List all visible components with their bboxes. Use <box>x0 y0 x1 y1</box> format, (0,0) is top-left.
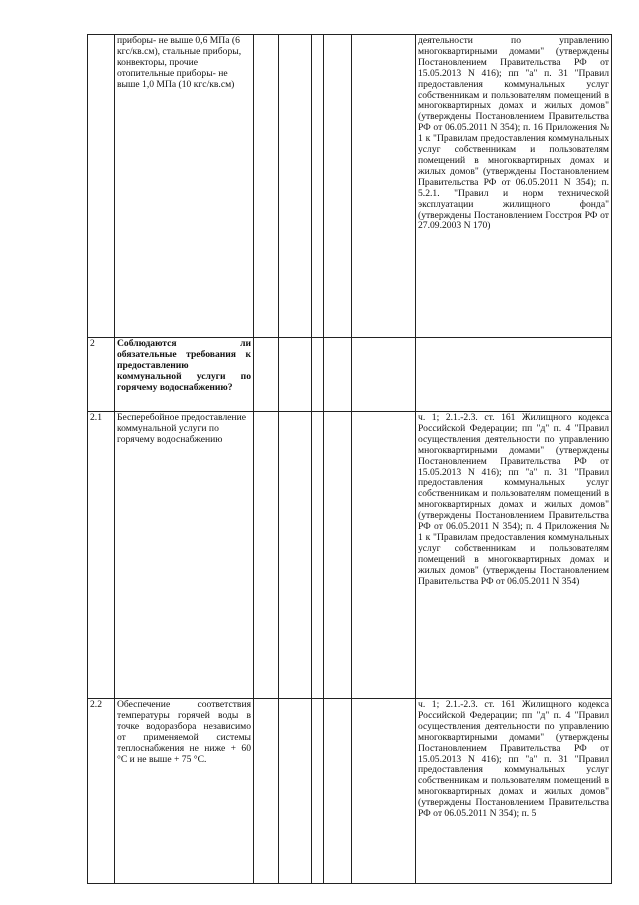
requirement-question: Соблюдаются ли обязательные требования к предоставлению коммунальной услуги по горячему водоснабжению? <box>115 338 254 412</box>
empty-cell <box>324 35 352 338</box>
empty-cell <box>279 35 312 338</box>
empty-cell <box>312 35 324 338</box>
empty-cell <box>254 412 279 699</box>
empty-cell <box>279 338 312 412</box>
legal-reference <box>416 338 612 412</box>
legal-reference: деятельности по управлению многоквартирными домами" (утверждены Постановлением Правительства РФ от 15.05.2013 N 416); пп "а" п. 31 "Правил предоставления коммунальных услуг собственникам и пользователям помещений в многоквартирных домах и жилых домов" (утверждены Постановлением Правительства РФ от 06.05.2011 N 354); п. 16 Приложения № 1 к "Правилам предоставления коммунальных услуг собственникам и пользователям помещений в многоквартирных домах и жилых домов" (утверждены Постановлением Правительства РФ от 06.05.2011 N 354); п. 5.2.1. "Правил и норм технической эксплуатации жилищного фонда" (утверждены Постановлением Госстроя РФ от 27.09.2003 N 170) <box>416 35 612 338</box>
empty-cell <box>254 35 279 338</box>
empty-cell <box>254 699 279 884</box>
empty-cell <box>352 338 416 412</box>
checklist-table <box>87 34 612 884</box>
table-row <box>88 412 612 699</box>
legal-reference: ч. 1; 2.1.-2.3. ст. 161 Жилищного кодекса Российской Федерации; пп "д" п. 4 "Правил осуществления деятельности по управлению многоквартирными домами" (утверждены Постановлением Правительства РФ от 15.05.2013 N 416); пп "а" п. 31 "Правил предоставления коммунальных услуг собственникам и пользователям помещений в многоквартирных домах и жилых домов" (утверждены Постановлением Правительства РФ от 06.05.2011 N 354); п. 5 <box>416 699 612 884</box>
row-number: 2.2 <box>88 699 115 884</box>
table-row <box>88 699 612 884</box>
empty-cell <box>324 412 352 699</box>
empty-cell <box>352 412 416 699</box>
empty-cell <box>352 35 416 338</box>
requirement-text: приборы- не выше 0,6 МПа (6 кгс/кв.см), стальные приборы, конвекторы, прочие отопительные приборы- не выше 1,0 МПа (10 кгс/кв.см) <box>115 35 254 338</box>
legal-reference: ч. 1; 2.1.-2.3. ст. 161 Жилищного кодекса Российской Федерации; пп "д" п. 4 "Правил осуществления деятельности по управлению многоквартирными домами" (утверждены Постановлением Правительства РФ от 15.05.2013 N 416); пп "а" п. 31 "Правил предоставления коммунальных услуг собственникам и пользователям помещений в многоквартирных домах и жилых домов" (утверждены Постановлением Правительства РФ от 06.05.2011 N 354); п. 4 Приложения № 1 к "Правилам предоставления коммунальных услуг собственникам и пользователям помещений в многоквартирных домах и жилых домов" (утверждены Постановлением Правительства РФ от 06.05.2011 N 354) <box>416 412 612 699</box>
requirement-text: Бесперебойное предоставление коммунальной услуги по горячему водоснабжению <box>115 412 254 699</box>
row-number <box>88 35 115 338</box>
empty-cell <box>254 338 279 412</box>
empty-cell <box>279 412 312 699</box>
empty-cell <box>312 338 324 412</box>
table-row <box>88 338 612 412</box>
empty-cell <box>312 699 324 884</box>
empty-cell <box>279 699 312 884</box>
row-number: 2.1 <box>88 412 115 699</box>
row-number: 2 <box>88 338 115 412</box>
requirement-text: Обеспечение соответствия температуры горячей воды в точке водоразбора независимо от применяемой системы теплоснабжения не ниже + 60 °C и не выше + 75 °C. <box>115 699 254 884</box>
empty-cell <box>324 338 352 412</box>
table-row <box>88 35 612 338</box>
empty-cell <box>352 699 416 884</box>
empty-cell <box>312 412 324 699</box>
empty-cell <box>324 699 352 884</box>
